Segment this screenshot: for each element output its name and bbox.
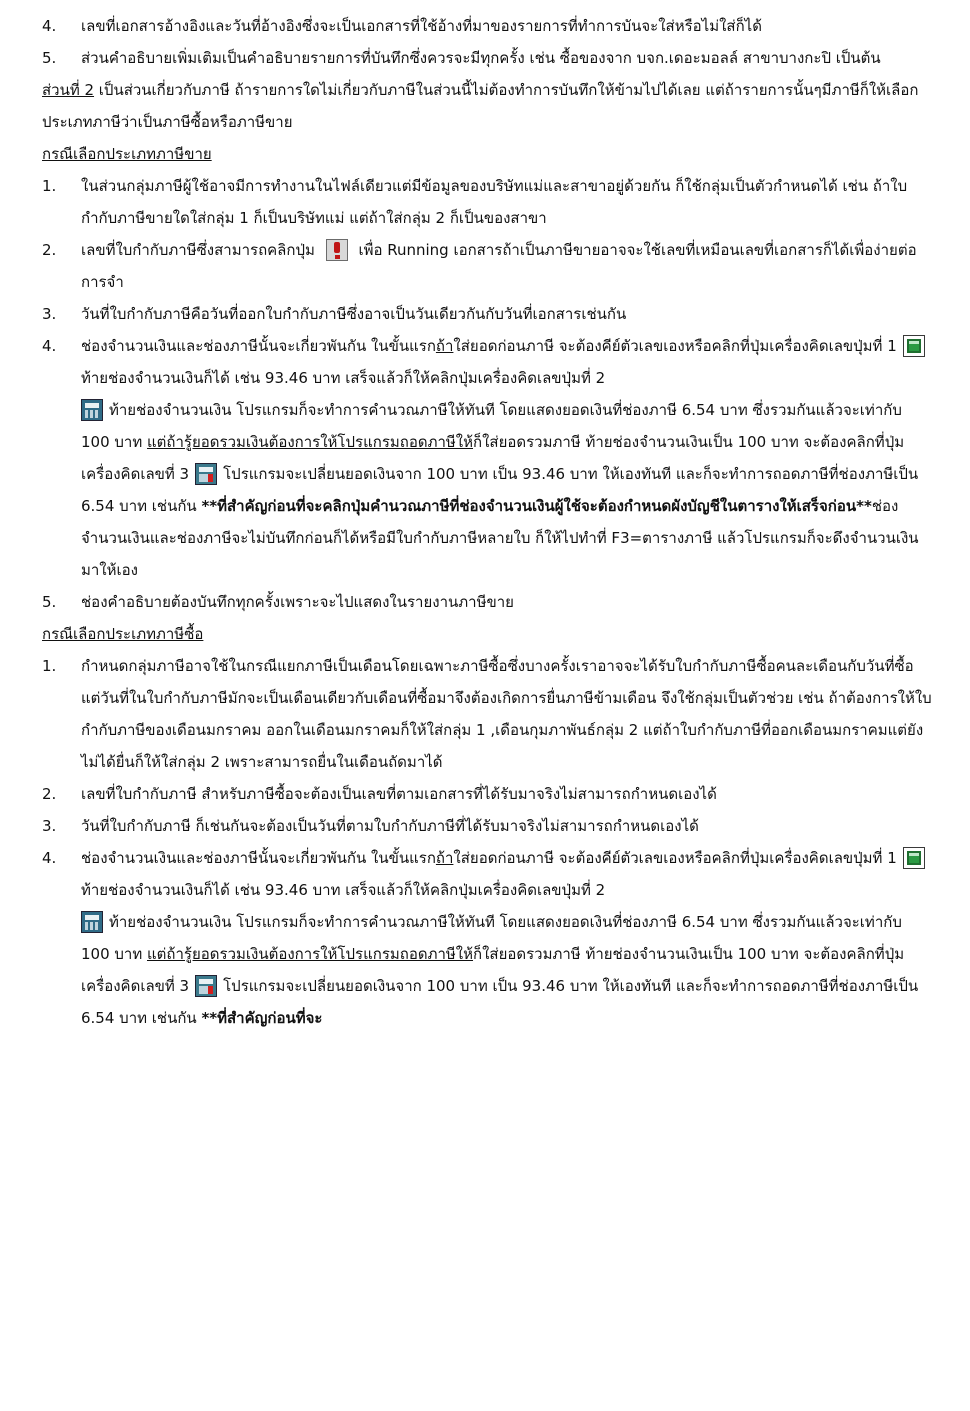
item-number: 2. <box>42 785 57 803</box>
item-number: 4. <box>42 849 57 867</box>
item-text: ช่องคำอธิบายต้องบันทึกทุกครั้งเพราะจะไปแสดงในรายงานภาษีขาย <box>81 593 514 611</box>
section-2-paragraph <box>42 74 932 138</box>
item-number: 2. <box>42 241 57 259</box>
important-note: **ที่สำคัญก่อนที่จะคลิกปุ่มคำนวณภาษีที่ช่องจำนวนเงินผู้ใช้จะต้องกำหนดผังบัญชีในตารางให้เสร็จก่อน** <box>201 497 872 515</box>
item-text <box>81 330 932 586</box>
list-item <box>42 810 932 842</box>
item-text-part: โปรแกรมจะเปลี่ยนยอดเงินจาก 100 บาท เป็น 93.46 บาท ให้เองทันที และก็จะทำการถอดภาษีที่ช่องภาษีเป็น 6.54 บาท เช่นกัน <box>81 465 919 515</box>
important-note: **ที่สำคัญก่อนที่จะ <box>201 1009 323 1027</box>
list-item <box>42 330 932 586</box>
item-text-part: ก็ใส่ยอดรวมภาษี ท้ายช่องจำนวนเงินเป็น 100 บาท จะต้องคลิกที่ปุ่มเครื่องคิดเลขที่ 3 <box>81 945 905 995</box>
item-text-part: ท้ายช่องจำนวนเงิน โปรแกรมก็จะทำการคำนวณภาษีให้ทันที โดยแสดงยอดเงินที่ช่องภาษี 6.54 บาท ซึ่งรวมกันแล้วจะเท่ากับ 100 บาท <box>81 401 902 451</box>
list-item <box>42 42 932 74</box>
item-text-part: ก็ใส่ยอดรวมภาษี ท้ายช่องจำนวนเงินเป็น 100 บาท จะต้องคลิกที่ปุ่มเครื่องคิดเลขที่ 3 <box>81 433 905 483</box>
item-text-part: เลขที่ใบกำกับภาษีซึ่งสามารถคลิกปุ่ม <box>81 241 315 259</box>
item-text-part: ช่องจำนวนเงินและช่องภาษีนั้นจะเกี่ยวพันกัน ในขั้นแรก <box>81 849 436 867</box>
list-item <box>42 586 932 618</box>
underlined-text: ถ้า <box>435 337 454 355</box>
item-text: ส่วนคำอธิบายเพิ่มเติมเป็นคำอธิบายรายการที่บันทึกซึ่งควรจะมีทุกครั้ง เช่น ซื้อของจาก บจก.เดอะมอลล์ สาขาบางกะปิ เป็นต้น <box>81 49 881 67</box>
item-text-part: ท้ายช่องจำนวนเงิน โปรแกรมก็จะทำการคำนวณภาษีให้ทันที โดยแสดงยอดเงินที่ช่องภาษี 6.54 บาท ซึ่งรวมกันแล้วจะเท่ากับ 100 บาท <box>81 913 902 963</box>
item-number: 1. <box>42 657 57 675</box>
item-number: 1. <box>42 177 57 195</box>
item-text: ในส่วนกลุ่มภาษีผู้ใช้อาจมีการทำงานในไฟล์เดียวแต่มีข้อมูลของบริษัทแม่และสาขาอยู่ด้วยกัน ก็ใช้กลุ่มเป็นตัวกำหนดได้ เช่น ถ้าใบกำกับภาษีขายใดใส่กลุ่ม 1 ก็เป็นบริษัทแม่ แต่ถ้าใส่กลุ่ม 2 ก็เป็นของสาขา <box>81 177 908 227</box>
list-item <box>42 298 932 330</box>
item-text: วันที่ใบกำกับภาษี ก็เช่นกันจะต้องเป็นวันที่ตามใบกำกับภาษีที่ได้รับมาจริงไม่สามารถกำหนดเองได้ <box>81 817 699 835</box>
calculator-3-icon <box>195 975 217 997</box>
section-label: ส่วนที่ 2 <box>42 81 95 99</box>
calculator-1-icon <box>903 335 925 357</box>
section-text: เป็นส่วนเกี่ยวกับภาษี ถ้ารายการใดไม่เกี่ยวกับภาษีในส่วนนี้ไม่ต้องทำการบันทึกให้ข้ามไปได้เลย แต่ถ้ารายการนั้นๆมีภาษีก็ให้เลือกประเภทภาษีว่าเป็นภาษีซื้อหรือภาษีขาย <box>42 81 919 131</box>
item-text <box>81 234 932 298</box>
list-item <box>42 650 932 778</box>
calculator-2-icon <box>81 399 103 421</box>
calculator-2-icon <box>81 911 103 933</box>
list-item <box>42 10 932 42</box>
list-item <box>42 170 932 234</box>
item-text-part: ท้ายช่องจำนวนเงินก็ได้ เช่น 93.46 บาท เสร็จแล้วก็ให้คลิกปุ่มเครื่องคิดเลขปุ่มที่ 2 <box>81 881 606 899</box>
sales-tax-heading: กรณีเลือกประเภทภาษีขาย <box>42 145 212 163</box>
item-text-part: ช่องจำนวนเงินและช่องภาษีจะไม่บันทึกก่อนก็ได้หรือมีใบกำกับภาษีหลายใบ ก็ให้ไปทำที่ F3=ตารางภาษี แล้วโปรแกรมก็จะดึงจำนวนเงินมาให้เอง <box>81 497 919 579</box>
item-text <box>81 842 932 1034</box>
item-text-part: ใส่ยอดก่อนภาษี จะต้องคีย์ตัวเลขเองหรือคลิกที่ปุ่มเครื่องคิดเลขปุ่มที่ 1 <box>453 337 897 355</box>
item-text: เลขที่ใบกำกับภาษี สำหรับภาษีซื้อจะต้องเป็นเลขที่ตามเอกสารที่ได้รับมาจริงไม่สามารถกำหนดเองได้ <box>81 785 717 803</box>
underlined-text: แต่ถ้ารู้ยอดรวมเงินต้องการให้โปรแกรมถอดภาษีให้ <box>147 433 474 451</box>
item-number: 3. <box>42 305 57 323</box>
calculator-1-icon <box>903 847 925 869</box>
item-text: วันที่ใบกำกับภาษีคือวันที่ออกใบกำกับภาษีซึ่งอาจเป็นวันเดียวกันกับวันที่เอกสารเช่นกัน <box>81 305 627 323</box>
item-text-part: ท้ายช่องจำนวนเงินก็ได้ เช่น 93.46 บาท เสร็จแล้วก็ให้คลิกปุ่มเครื่องคิดเลขปุ่มที่ 2 <box>81 369 606 387</box>
item-text: กำหนดกลุ่มภาษีอาจใช้ในกรณีแยกภาษีเป็นเดือนโดยเฉพาะภาษีซื้อซึ่งบางครั้งเราอาจจะได้รับใบกำกับภาษีซื้อคนละเดือนกับวันที่ซื้อแต่วันที่ในใบกำกับภาษีมักจะเป็นเดือนเดียวกับเดือนที่ซื้อมาจึงต้องเกิดการยื่นภาษีข้ามเดือน จึงใช้กลุ่มเป็นตัวช่วย เช่น ถ้าต้องการให้ใบกำกับภาษีของเดือนมกราคม ออกในเดือนมกราคมก็ให้ใส่กลุ่ม 1 ,เดือนกุมภาพันธ์กลุ่ม 2 แต่ถ้าใบกำกับภาษีที่ออกเดือนมกราคมแต่ยังไม่ได้ยื่นก็ให้ใส่กลุ่ม 2 เพราะสามารถยื่นในเดือนถัดมาได้ <box>81 657 932 771</box>
item-number: 5. <box>42 593 57 611</box>
item-text: เลขที่เอกสารอ้างอิงและวันที่อ้างอิงซึ่งจะเป็นเอกสารที่ใช้อ้างที่มาของรายการที่ทำการบันจะใส่หรือไม่ใส่ก็ได้ <box>81 17 762 35</box>
calculator-3-icon <box>195 463 217 485</box>
underlined-text: แต่ถ้ารู้ยอดรวมเงินต้องการให้โปรแกรมถอดภาษีให้ <box>147 945 474 963</box>
list-item <box>42 778 932 810</box>
running-number-icon <box>326 239 348 261</box>
item-text-part: โปรแกรมจะเปลี่ยนยอดเงินจาก 100 บาท เป็น 93.46 บาท ให้เองทันที และก็จะทำการถอดภาษีที่ช่องภาษีเป็น 6.54 บาท เช่นกัน <box>81 977 919 1027</box>
item-number: 4. <box>42 17 57 35</box>
item-text-part: เพื่อ Running เอกสารถ้าเป็นภาษีขายอาจจะใช้เลขที่เหมือนเลขที่เอกสารก็ได้เพื่อง่ายต่อการจำ <box>81 241 917 291</box>
purchase-tax-heading: กรณีเลือกประเภทภาษีซื้อ <box>42 625 204 643</box>
item-text-part: ใส่ยอดก่อนภาษี จะต้องคีย์ตัวเลขเองหรือคลิกที่ปุ่มเครื่องคิดเลขปุ่มที่ 1 <box>453 849 897 867</box>
underlined-text: ถ้า <box>435 849 454 867</box>
item-number: 5. <box>42 49 57 67</box>
item-number: 3. <box>42 817 57 835</box>
list-item <box>42 234 932 298</box>
list-item <box>42 842 932 1034</box>
item-number: 4. <box>42 337 57 355</box>
item-text-part: ช่องจำนวนเงินและช่องภาษีนั้นจะเกี่ยวพันกัน ในขั้นแรก <box>81 337 436 355</box>
